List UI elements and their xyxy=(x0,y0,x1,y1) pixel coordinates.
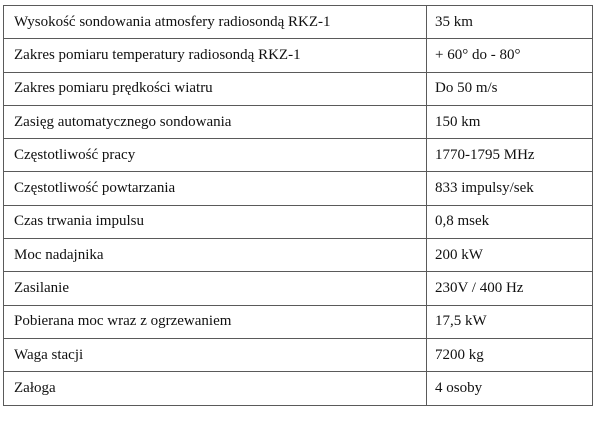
spec-label: Waga stacji xyxy=(4,338,427,371)
spec-value: 4 osoby xyxy=(427,372,593,405)
spec-value: 230V / 400 Hz xyxy=(427,272,593,305)
spec-label: Częstotliwość powtarzania xyxy=(4,172,427,205)
spec-label: Zakres pomiaru prędkości wiatru xyxy=(4,72,427,105)
table-row xyxy=(4,372,593,405)
table-row xyxy=(4,272,593,305)
spec-value: 150 km xyxy=(427,105,593,138)
table-row xyxy=(4,39,593,72)
table-row xyxy=(4,72,593,105)
spec-label: Zasięg automatycznego sondowania xyxy=(4,105,427,138)
spec-value: 833 impulsy/sek xyxy=(427,172,593,205)
spec-value: 7200 kg xyxy=(427,338,593,371)
spec-label: Załoga xyxy=(4,372,427,405)
spec-value: Do 50 m/s xyxy=(427,72,593,105)
spec-value: 1770-1795 MHz xyxy=(427,139,593,172)
spec-label: Wysokość sondowania atmosfery radiosondą RKZ-1 xyxy=(4,6,427,39)
table-row xyxy=(4,139,593,172)
spec-value: 35 km xyxy=(427,6,593,39)
table-row xyxy=(4,6,593,39)
spec-value: 0,8 msek xyxy=(427,205,593,238)
spec-value: 200 kW xyxy=(427,239,593,272)
spec-label: Moc nadajnika xyxy=(4,239,427,272)
table-row xyxy=(4,205,593,238)
table-row xyxy=(4,172,593,205)
table-row xyxy=(4,105,593,138)
specifications-table xyxy=(3,5,593,406)
spec-label: Zasilanie xyxy=(4,272,427,305)
table-row xyxy=(4,338,593,371)
spec-label: Zakres pomiaru temperatury radiosondą RKZ-1 xyxy=(4,39,427,72)
spec-value: 17,5 kW xyxy=(427,305,593,338)
specifications-table-body xyxy=(4,6,593,406)
table-row xyxy=(4,239,593,272)
spec-label: Częstotliwość pracy xyxy=(4,139,427,172)
spec-label: Czas trwania impulsu xyxy=(4,205,427,238)
spec-label: Pobierana moc wraz z ogrzewaniem xyxy=(4,305,427,338)
spec-value: + 60° do - 80° xyxy=(427,39,593,72)
table-row xyxy=(4,305,593,338)
